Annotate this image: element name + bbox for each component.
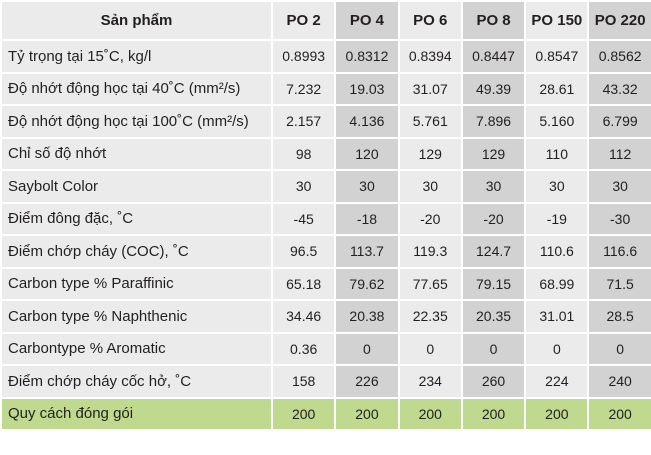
cell-value: 68.99 xyxy=(525,268,588,301)
cell-value: 65.18 xyxy=(272,268,335,301)
table-row xyxy=(1,40,651,73)
table-row xyxy=(1,170,651,203)
cell-value: 77.65 xyxy=(399,268,462,301)
table-row xyxy=(1,333,651,366)
cell-value: 28.61 xyxy=(525,73,588,106)
cell-value: 129 xyxy=(399,138,462,171)
cell-value: 30 xyxy=(272,170,335,203)
grade-header-po6: PO 6 xyxy=(399,1,462,40)
cell-value: 0 xyxy=(462,333,525,366)
cell-value: 120 xyxy=(335,138,398,171)
cell-value: 226 xyxy=(335,365,398,398)
cell-value: 110.6 xyxy=(525,235,588,268)
cell-value: -18 xyxy=(335,203,398,236)
row-label: Chỉ số độ nhớt xyxy=(1,138,272,171)
table-row xyxy=(1,138,651,171)
cell-value: 7.232 xyxy=(272,73,335,106)
grade-header-po150: PO 150 xyxy=(525,1,588,40)
cell-value: 96.5 xyxy=(272,235,335,268)
cell-value: 112 xyxy=(588,138,651,171)
cell-value: 0.8993 xyxy=(272,40,335,73)
row-label: Điểm chớp cháy cốc hở, ˚C xyxy=(1,365,272,398)
cell-value: 98 xyxy=(272,138,335,171)
cell-value: 30 xyxy=(588,170,651,203)
cell-value: 30 xyxy=(462,170,525,203)
cell-value: 34.46 xyxy=(272,300,335,333)
grade-header-po220: PO 220 xyxy=(588,1,651,40)
cell-value: 79.62 xyxy=(335,268,398,301)
cell-value: 0 xyxy=(399,333,462,366)
table-row xyxy=(1,235,651,268)
cell-value: 20.38 xyxy=(335,300,398,333)
cell-value: -20 xyxy=(399,203,462,236)
cell-value: 200 xyxy=(462,398,525,431)
grade-header-po8: PO 8 xyxy=(462,1,525,40)
table-row xyxy=(1,365,651,398)
cell-value: 200 xyxy=(335,398,398,431)
cell-value: 5.761 xyxy=(399,105,462,138)
row-label: Độ nhớt động học tại 40˚C (mm²/s) xyxy=(1,73,272,106)
cell-value: 124.7 xyxy=(462,235,525,268)
cell-value: 200 xyxy=(272,398,335,431)
cell-value: 0.36 xyxy=(272,333,335,366)
cell-value: -30 xyxy=(588,203,651,236)
row-label: Saybolt Color xyxy=(1,170,272,203)
cell-value: 79.15 xyxy=(462,268,525,301)
cell-value: 260 xyxy=(462,365,525,398)
spec-rows xyxy=(1,40,651,398)
cell-value: 31.01 xyxy=(525,300,588,333)
cell-value: 0.8562 xyxy=(588,40,651,73)
cell-value: 200 xyxy=(399,398,462,431)
row-label: Quy cách đóng gói xyxy=(1,398,272,431)
cell-value: 0 xyxy=(335,333,398,366)
row-label: Điểm chớp cháy (COC), ˚C xyxy=(1,235,272,268)
header-row xyxy=(1,1,651,40)
cell-value: -45 xyxy=(272,203,335,236)
cell-value: 113.7 xyxy=(335,235,398,268)
cell-value: 20.35 xyxy=(462,300,525,333)
cell-value: 0.8547 xyxy=(525,40,588,73)
cell-value: 116.6 xyxy=(588,235,651,268)
cell-value: 43.32 xyxy=(588,73,651,106)
cell-value: 234 xyxy=(399,365,462,398)
cell-value: 240 xyxy=(588,365,651,398)
cell-value: 22.35 xyxy=(399,300,462,333)
row-label: Carbon type % Paraffinic xyxy=(1,268,272,301)
cell-value: 30 xyxy=(399,170,462,203)
row-label: Carbontype % Aromatic xyxy=(1,333,272,366)
row-label: Carbon type % Naphthenic xyxy=(1,300,272,333)
cell-value: 110 xyxy=(525,138,588,171)
packaging-row xyxy=(1,398,651,431)
cell-value: 129 xyxy=(462,138,525,171)
row-label: Độ nhớt động học tại 100˚C (mm²/s) xyxy=(1,105,272,138)
table-row xyxy=(1,73,651,106)
row-label: Điểm đông đặc, ˚C xyxy=(1,203,272,236)
cell-value: 5.160 xyxy=(525,105,588,138)
table-row xyxy=(1,105,651,138)
cell-value: 200 xyxy=(525,398,588,431)
cell-value: 0.8447 xyxy=(462,40,525,73)
table-row xyxy=(1,268,651,301)
cell-value: 0 xyxy=(525,333,588,366)
row-label: Tỷ trọng tại 15˚C, kg/l xyxy=(1,40,272,73)
table-row xyxy=(1,203,651,236)
cell-value: -19 xyxy=(525,203,588,236)
cell-value: 0.8312 xyxy=(335,40,398,73)
cell-value: 19.03 xyxy=(335,73,398,106)
cell-value: 200 xyxy=(588,398,651,431)
cell-value: -20 xyxy=(462,203,525,236)
cell-value: 158 xyxy=(272,365,335,398)
cell-value: 28.5 xyxy=(588,300,651,333)
cell-value: 49.39 xyxy=(462,73,525,106)
cell-value: 31.07 xyxy=(399,73,462,106)
table-row xyxy=(1,300,651,333)
cell-value: 0 xyxy=(588,333,651,366)
cell-value: 119.3 xyxy=(399,235,462,268)
cell-value: 0.8394 xyxy=(399,40,462,73)
grade-header-po4: PO 4 xyxy=(335,1,398,40)
cell-value: 224 xyxy=(525,365,588,398)
cell-value: 6.799 xyxy=(588,105,651,138)
grade-header-po2: PO 2 xyxy=(272,1,335,40)
cell-value: 30 xyxy=(335,170,398,203)
product-column-header: Sản phẩm xyxy=(1,1,272,40)
cell-value: 4.136 xyxy=(335,105,398,138)
cell-value: 2.157 xyxy=(272,105,335,138)
cell-value: 30 xyxy=(525,170,588,203)
cell-value: 7.896 xyxy=(462,105,525,138)
cell-value: 71.5 xyxy=(588,268,651,301)
